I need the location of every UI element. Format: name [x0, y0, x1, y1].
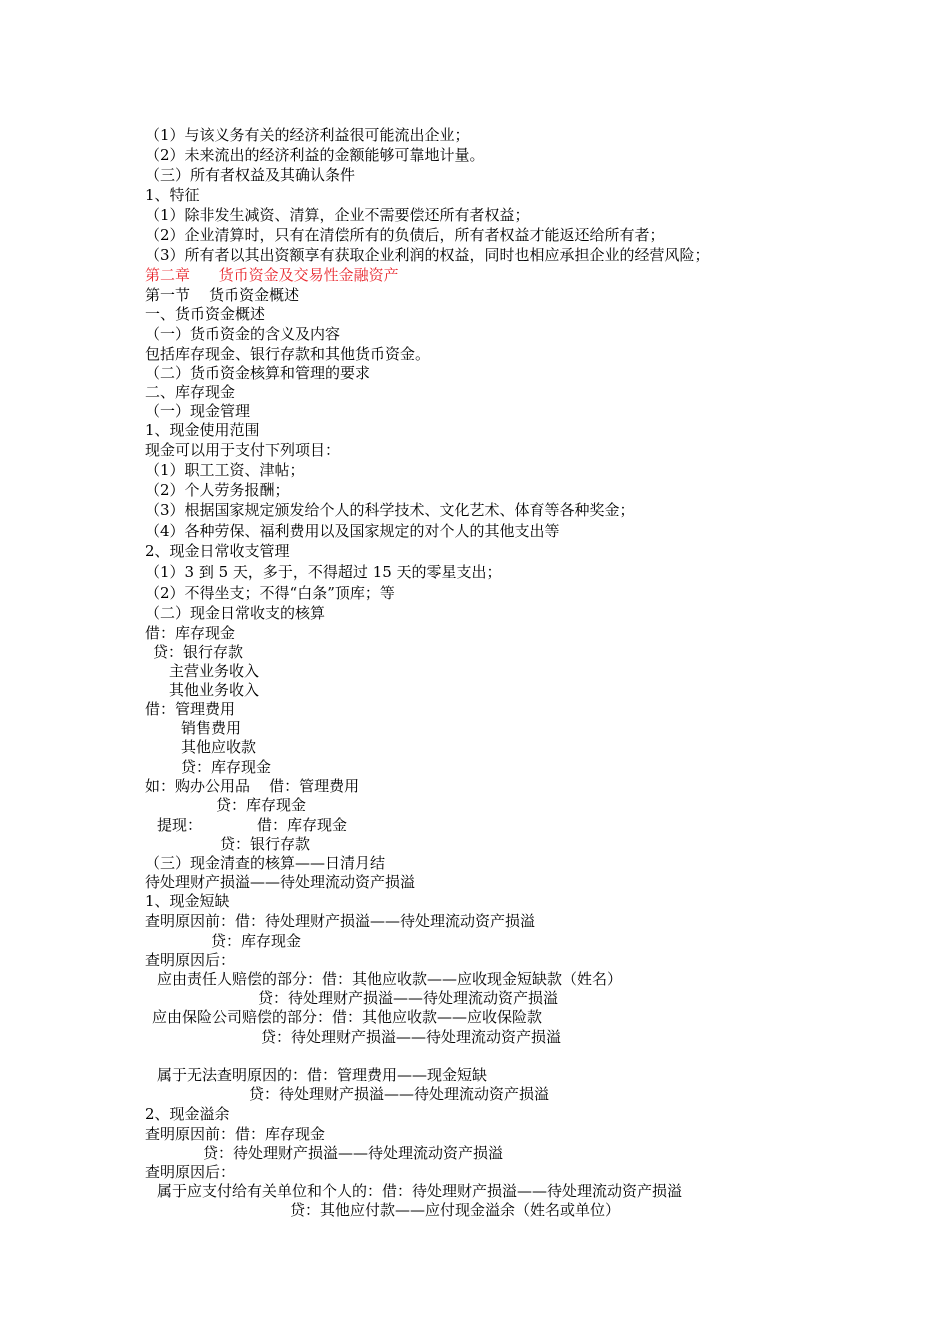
- text-line: 贷：银行存款: [220, 835, 311, 853]
- text-line: 查明原因后：: [145, 1163, 236, 1181]
- text-line: 2、现金日常收支管理: [145, 542, 290, 560]
- text-line: 贷：其他应付款——应付现金溢余（姓名或单位）: [290, 1201, 621, 1219]
- text-line: 现金可以用于支付下列项目：: [145, 441, 341, 459]
- text-line: 贷：待处理财产损溢——待处理流动资产损溢: [249, 1085, 550, 1103]
- text-line: 销售费用: [181, 719, 242, 737]
- text-line: （1）除非发生减资、清算，企业不需要偿还所有者权益；: [145, 206, 530, 224]
- text-line: 应由责任人赔偿的部分：借：其他应收款——应收现金短缺款（姓名）: [157, 970, 623, 988]
- text-line: （1）与该义务有关的经济利益很可能流出企业；: [145, 126, 470, 144]
- text-line: 包括库存现金、银行存款和其他货币资金。: [145, 345, 431, 363]
- text-line: （2）未来流出的经济利益的金额能够可靠地计量。: [145, 146, 485, 164]
- text-line: （三）现金清查的核算——日清月结: [145, 854, 386, 872]
- text-line: 一、货币资金概述: [145, 305, 266, 323]
- text-line: 提现：: [157, 816, 203, 834]
- text-line: 2、现金溢余: [145, 1105, 230, 1123]
- text-line: （3）所有者以其出资额享有获取企业利润的权益，同时也相应承担企业的经营风险；: [145, 246, 710, 264]
- text-line: 借：库存现金: [257, 816, 348, 834]
- text-line: 如：购办公用品 借：管理费用: [145, 777, 360, 795]
- text-line: 其他业务收入: [169, 681, 260, 699]
- text-line: 借：库存现金: [145, 624, 236, 642]
- text-line: 属于无法查明原因的：借：管理费用——现金短缺: [157, 1066, 488, 1084]
- text-line: 二、库存现金: [145, 383, 236, 401]
- text-line: （一）现金管理: [145, 402, 251, 420]
- text-line: 贷：银行存款: [153, 643, 244, 661]
- text-line: 1、特征: [145, 186, 200, 204]
- text-line: 待处理财产损溢——待处理流动资产损溢: [145, 873, 416, 891]
- text-line: （一）货币资金的含义及内容: [145, 325, 341, 343]
- text-line: 查明原因前：借：待处理财产损溢——待处理流动资产损溢: [145, 912, 536, 930]
- text-line: 借：管理费用: [145, 700, 236, 718]
- text-line: 贷：待处理财产损溢——待处理流动资产损溢: [203, 1144, 504, 1162]
- chapter-heading: 第二章 货币资金及交易性金融资产: [145, 266, 399, 284]
- text-line: （二）货币资金核算和管理的要求: [145, 364, 371, 382]
- text-line: 属于应支付给有关单位和个人的：借：待处理财产损溢——待处理流动资产损溢: [157, 1182, 683, 1200]
- text-line: （2）不得坐支；不得“白条”顶库；等: [145, 584, 395, 602]
- text-line: （1）3 到 5 天，多于，不得超过 15 天的零星支出；: [145, 563, 502, 581]
- text-line: 1、现金短缺: [145, 892, 230, 910]
- text-line: （三）所有者权益及其确认条件: [145, 166, 356, 184]
- text-line: 贷：待处理财产损溢——待处理流动资产损溢: [258, 989, 559, 1007]
- text-line: 贷：待处理财产损溢——待处理流动资产损溢: [261, 1028, 562, 1046]
- section-heading: 第一节 货币资金概述: [145, 286, 300, 304]
- text-line: 贷：库存现金: [181, 758, 272, 776]
- text-line: 贷：库存现金: [216, 796, 307, 814]
- text-line: （1）职工工资、津帖；: [145, 461, 305, 479]
- text-line: （2）个人劳务报酬；: [145, 481, 290, 499]
- text-line: 查明原因后：: [145, 951, 236, 969]
- text-line: （二）现金日常收支的核算: [145, 604, 326, 622]
- text-line: 其他应收款: [181, 738, 257, 756]
- text-line: 主营业务收入: [169, 662, 260, 680]
- text-line: （4）各种劳保、福利费用以及国家规定的对个人的其他支出等: [145, 522, 560, 540]
- text-line: 贷：库存现金: [211, 932, 302, 950]
- text-line: 查明原因前：借：库存现金: [145, 1125, 326, 1143]
- text-line: 1、现金使用范围: [145, 421, 260, 439]
- text-line: （2）企业清算时，只有在清偿所有的负债后，所有者权益才能返还给所有者；: [145, 226, 665, 244]
- text-line: （3）根据国家规定颁发给个人的科学技术、文化艺术、体育等各种奖金；: [145, 501, 635, 519]
- text-line: 应由保险公司赔偿的部分：借：其他应收款——应收保险款: [152, 1008, 543, 1026]
